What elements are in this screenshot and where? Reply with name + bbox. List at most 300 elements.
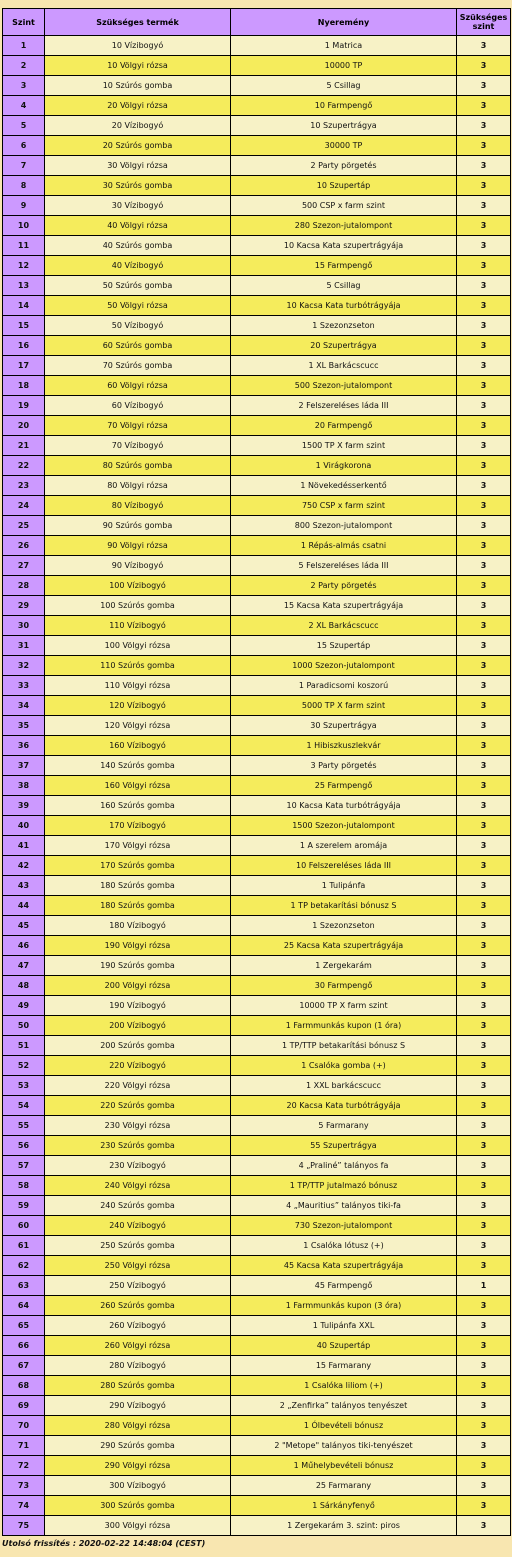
level-cell: 1 <box>3 36 45 56</box>
table-row <box>3 316 511 336</box>
level-cell: 51 <box>3 1036 45 1056</box>
level-cell: 49 <box>3 996 45 1016</box>
table-row <box>3 1416 511 1436</box>
level-cell: 25 <box>3 516 45 536</box>
required-level-cell: 3 <box>457 76 511 96</box>
table-row <box>3 1156 511 1176</box>
product-cell: 70 Völgyi rózsa <box>45 416 231 436</box>
level-cell: 55 <box>3 1116 45 1136</box>
level-cell: 72 <box>3 1456 45 1476</box>
required-level-cell: 3 <box>457 576 511 596</box>
level-cell: 17 <box>3 356 45 376</box>
reward-cell: 10 Kacsa Kata szupertrágyája <box>231 236 457 256</box>
reward-cell: 15 Kacsa Kata szupertrágyája <box>231 596 457 616</box>
table-row <box>3 1076 511 1096</box>
product-cell: 290 Völgyi rózsa <box>45 1456 231 1476</box>
required-level-cell: 3 <box>457 1056 511 1076</box>
product-cell: 90 Vízibogyó <box>45 556 231 576</box>
level-cell: 2 <box>3 56 45 76</box>
table-row <box>3 296 511 316</box>
table-row <box>3 256 511 276</box>
product-cell: 200 Vízibogyó <box>45 1016 231 1036</box>
level-cell: 12 <box>3 256 45 276</box>
level-cell: 75 <box>3 1516 45 1536</box>
product-cell: 30 Völgyi rózsa <box>45 156 231 176</box>
table-row <box>3 1376 511 1396</box>
reward-cell: 15 Farmpengő <box>231 256 457 276</box>
product-cell: 280 Szúrós gomba <box>45 1376 231 1396</box>
product-cell: 70 Szúrós gomba <box>45 356 231 376</box>
table-row <box>3 1296 511 1316</box>
reward-cell: 10000 TP <box>231 56 457 76</box>
required-level-cell: 3 <box>457 536 511 556</box>
reward-cell: 10 Kacsa Kata turbótrágyája <box>231 796 457 816</box>
reward-cell: 1 Csalóka liliom (+) <box>231 1376 457 1396</box>
table-row <box>3 556 511 576</box>
product-cell: 230 Völgyi rózsa <box>45 1116 231 1136</box>
product-cell: 300 Völgyi rózsa <box>45 1516 231 1536</box>
required-level-cell: 3 <box>457 96 511 116</box>
required-level-cell: 3 <box>457 896 511 916</box>
reward-cell: 2 Felszereléses láda III <box>231 396 457 416</box>
product-cell: 10 Völgyi rózsa <box>45 56 231 76</box>
level-cell: 43 <box>3 876 45 896</box>
level-cell: 10 <box>3 216 45 236</box>
table-row <box>3 1516 511 1536</box>
level-cell: 50 <box>3 1016 45 1036</box>
table-row <box>3 1356 511 1376</box>
table-row <box>3 216 511 236</box>
level-cell: 13 <box>3 276 45 296</box>
reward-cell: 1 Virágkorona <box>231 456 457 476</box>
required-level-cell: 3 <box>457 1196 511 1216</box>
product-cell: 100 Szúrós gomba <box>45 596 231 616</box>
table-row <box>3 1216 511 1236</box>
product-cell: 250 Völgyi rózsa <box>45 1256 231 1276</box>
product-cell: 60 Vízibogyó <box>45 396 231 416</box>
product-cell: 200 Szúrós gomba <box>45 1036 231 1056</box>
level-cell: 22 <box>3 456 45 476</box>
table-row <box>3 1116 511 1136</box>
table-row <box>3 836 511 856</box>
level-cell: 23 <box>3 476 45 496</box>
required-level-cell: 3 <box>457 1096 511 1116</box>
table-row <box>3 456 511 476</box>
required-level-cell: 3 <box>457 696 511 716</box>
product-cell: 80 Völgyi rózsa <box>45 476 231 496</box>
product-cell: 20 Vízibogyó <box>45 116 231 136</box>
level-cell: 31 <box>3 636 45 656</box>
reward-cell: 5 Felszereléses láda III <box>231 556 457 576</box>
product-cell: 50 Vízibogyó <box>45 316 231 336</box>
reward-cell: 10 Felszereléses láda III <box>231 856 457 876</box>
table-row <box>3 656 511 676</box>
header-level: Szint <box>3 9 45 36</box>
required-level-cell: 3 <box>457 256 511 276</box>
product-cell: 300 Szúrós gomba <box>45 1496 231 1516</box>
required-level-cell: 3 <box>457 1176 511 1196</box>
level-cell: 18 <box>3 376 45 396</box>
table-row <box>3 416 511 436</box>
reward-cell: 30 Farmpengő <box>231 976 457 996</box>
level-cell: 70 <box>3 1416 45 1436</box>
product-cell: 300 Vízibogyó <box>45 1476 231 1496</box>
level-cell: 47 <box>3 956 45 976</box>
required-level-cell: 3 <box>457 496 511 516</box>
reward-cell: 20 Farmpengő <box>231 416 457 436</box>
required-level-cell: 3 <box>457 176 511 196</box>
table-row <box>3 1456 511 1476</box>
reward-cell: 30 Szupertrágya <box>231 716 457 736</box>
reward-cell: 20 Kacsa Kata turbótrágyája <box>231 1096 457 1116</box>
product-cell: 50 Szúrós gomba <box>45 276 231 296</box>
header-product: Szükséges termék <box>45 9 231 36</box>
product-cell: 230 Szúrós gomba <box>45 1136 231 1156</box>
level-cell: 6 <box>3 136 45 156</box>
reward-cell: 2 Party pörgetés <box>231 156 457 176</box>
table-row <box>3 1236 511 1256</box>
reward-cell: 1 Csalóka lótusz (+) <box>231 1236 457 1256</box>
product-cell: 220 Vízibogyó <box>45 1056 231 1076</box>
reward-cell: 2 „Zenfirka” talányos tenyészet <box>231 1396 457 1416</box>
reward-cell: 800 Szezon-jutalompont <box>231 516 457 536</box>
product-cell: 260 Vízibogyó <box>45 1316 231 1336</box>
required-level-cell: 3 <box>457 1136 511 1156</box>
product-cell: 100 Vízibogyó <box>45 576 231 596</box>
reward-cell: 3 Party pörgetés <box>231 756 457 776</box>
required-level-cell: 3 <box>457 636 511 656</box>
reward-cell: 1 Zergekarám <box>231 956 457 976</box>
required-level-cell: 3 <box>457 976 511 996</box>
table-row <box>3 116 511 136</box>
reward-cell: 1 Paradicsomi koszorú <box>231 676 457 696</box>
required-level-cell: 3 <box>457 656 511 676</box>
required-level-cell: 3 <box>457 996 511 1016</box>
table-row <box>3 856 511 876</box>
required-level-cell: 3 <box>457 876 511 896</box>
reward-cell: 1 Csalóka gomba (+) <box>231 1056 457 1076</box>
required-level-cell: 3 <box>457 1436 511 1456</box>
reward-cell: 1 TP/TTP jutalmazó bónusz <box>231 1176 457 1196</box>
reward-cell: 4 „Mauritius” talányos tiki-fa <box>231 1196 457 1216</box>
required-level-cell: 3 <box>457 1476 511 1496</box>
reward-cell: 55 Szupertrágya <box>231 1136 457 1156</box>
level-cell: 64 <box>3 1296 45 1316</box>
product-cell: 90 Szúrós gomba <box>45 516 231 536</box>
level-cell: 57 <box>3 1156 45 1176</box>
level-cell: 7 <box>3 156 45 176</box>
table-row <box>3 956 511 976</box>
required-level-cell: 3 <box>457 336 511 356</box>
table-row <box>3 1496 511 1516</box>
required-level-cell: 3 <box>457 56 511 76</box>
product-cell: 40 Szúrós gomba <box>45 236 231 256</box>
required-level-cell: 3 <box>457 616 511 636</box>
reward-cell: 5 Csillag <box>231 76 457 96</box>
required-level-cell: 3 <box>457 356 511 376</box>
level-cell: 19 <box>3 396 45 416</box>
required-level-cell: 3 <box>457 676 511 696</box>
level-cell: 54 <box>3 1096 45 1116</box>
required-level-cell: 1 <box>457 1276 511 1296</box>
table-row <box>3 136 511 156</box>
level-cell: 8 <box>3 176 45 196</box>
reward-cell: 2 "Metope" talányos tiki-tenyészet <box>231 1436 457 1456</box>
table-row <box>3 536 511 556</box>
reward-cell: 1 XXL barkácscucc <box>231 1076 457 1096</box>
required-level-cell: 3 <box>457 116 511 136</box>
table-row <box>3 916 511 936</box>
table-row <box>3 156 511 176</box>
reward-cell: 1500 Szezon-jutalompont <box>231 816 457 836</box>
product-cell: 140 Szúrós gomba <box>45 756 231 776</box>
reward-cell: 730 Szezon-jutalompont <box>231 1216 457 1236</box>
level-cell: 28 <box>3 576 45 596</box>
product-cell: 290 Szúrós gomba <box>45 1436 231 1456</box>
required-level-cell: 3 <box>457 456 511 476</box>
reward-cell: 5 Csillag <box>231 276 457 296</box>
required-level-cell: 3 <box>457 596 511 616</box>
reward-cell: 1 Farmmunkás kupon (3 óra) <box>231 1296 457 1316</box>
required-level-cell: 3 <box>457 736 511 756</box>
product-cell: 20 Völgyi rózsa <box>45 96 231 116</box>
table-row <box>3 736 511 756</box>
table-row <box>3 1016 511 1036</box>
reward-cell: 25 Farmpengő <box>231 776 457 796</box>
required-level-cell: 3 <box>457 1236 511 1256</box>
level-cell: 46 <box>3 936 45 956</box>
product-cell: 80 Szúrós gomba <box>45 456 231 476</box>
product-cell: 20 Szúrós gomba <box>45 136 231 156</box>
table-row <box>3 1316 511 1336</box>
required-level-cell: 3 <box>457 956 511 976</box>
product-cell: 160 Völgyi rózsa <box>45 776 231 796</box>
table-body <box>3 36 511 1536</box>
table-row <box>3 496 511 516</box>
level-cell: 39 <box>3 796 45 816</box>
product-cell: 170 Szúrós gomba <box>45 856 231 876</box>
level-cell: 16 <box>3 336 45 356</box>
table-row <box>3 816 511 836</box>
level-cell: 29 <box>3 596 45 616</box>
product-cell: 30 Szúrós gomba <box>45 176 231 196</box>
table-row <box>3 796 511 816</box>
table-row <box>3 1276 511 1296</box>
table-row <box>3 236 511 256</box>
table-header-row <box>3 9 511 36</box>
product-cell: 110 Szúrós gomba <box>45 656 231 676</box>
table-row <box>3 776 511 796</box>
required-level-cell: 3 <box>457 1456 511 1476</box>
reward-cell: 10 Szupertrágya <box>231 116 457 136</box>
reward-cell: 45 Kacsa Kata szupertrágyája <box>231 1256 457 1276</box>
required-level-cell: 3 <box>457 516 511 536</box>
product-cell: 260 Völgyi rózsa <box>45 1336 231 1356</box>
required-level-cell: 3 <box>457 836 511 856</box>
table-row <box>3 356 511 376</box>
product-cell: 220 Szúrós gomba <box>45 1096 231 1116</box>
required-level-cell: 3 <box>457 216 511 236</box>
table-row <box>3 396 511 416</box>
level-cell: 36 <box>3 736 45 756</box>
required-level-cell: 3 <box>457 916 511 936</box>
required-level-cell: 3 <box>457 796 511 816</box>
product-cell: 170 Vízibogyó <box>45 816 231 836</box>
table-row <box>3 376 511 396</box>
product-cell: 10 Szúrós gomba <box>45 76 231 96</box>
table-row <box>3 1256 511 1276</box>
product-cell: 80 Vízibogyó <box>45 496 231 516</box>
product-cell: 190 Szúrós gomba <box>45 956 231 976</box>
required-level-cell: 3 <box>457 936 511 956</box>
table-row <box>3 596 511 616</box>
product-cell: 30 Vízibogyó <box>45 196 231 216</box>
level-cell: 58 <box>3 1176 45 1196</box>
level-cell: 9 <box>3 196 45 216</box>
level-cell: 42 <box>3 856 45 876</box>
level-cell: 61 <box>3 1236 45 1256</box>
reward-cell: 280 Szezon-jutalompont <box>231 216 457 236</box>
table-row <box>3 1056 511 1076</box>
level-cell: 52 <box>3 1056 45 1076</box>
required-level-cell: 3 <box>457 856 511 876</box>
required-level-cell: 3 <box>457 1416 511 1436</box>
level-cell: 24 <box>3 496 45 516</box>
required-level-cell: 3 <box>457 476 511 496</box>
reward-cell: 1 TP/TTP betakarítási bónusz S <box>231 1036 457 1056</box>
level-cell: 41 <box>3 836 45 856</box>
product-cell: 180 Szúrós gomba <box>45 876 231 896</box>
table-row <box>3 976 511 996</box>
level-cell: 35 <box>3 716 45 736</box>
reward-cell: 30000 TP <box>231 136 457 156</box>
reward-cell: 1 Növekedésserkentő <box>231 476 457 496</box>
reward-table-container <box>2 8 510 1548</box>
reward-cell: 10000 TP X farm szint <box>231 996 457 1016</box>
level-cell: 40 <box>3 816 45 836</box>
product-cell: 180 Szúrós gomba <box>45 896 231 916</box>
table-row <box>3 1136 511 1156</box>
reward-cell: 20 Szupertrágya <box>231 336 457 356</box>
level-cell: 27 <box>3 556 45 576</box>
reward-cell: 1 Répás-almás csatni <box>231 536 457 556</box>
required-level-cell: 3 <box>457 1376 511 1396</box>
table-row <box>3 696 511 716</box>
product-cell: 90 Völgyi rózsa <box>45 536 231 556</box>
reward-cell: 15 Szupertáp <box>231 636 457 656</box>
table-row <box>3 1436 511 1456</box>
table-row <box>3 516 511 536</box>
required-level-cell: 3 <box>457 1496 511 1516</box>
required-level-cell: 3 <box>457 1216 511 1236</box>
table-row <box>3 196 511 216</box>
reward-cell: 10 Szupertáp <box>231 176 457 196</box>
required-level-cell: 3 <box>457 1336 511 1356</box>
product-cell: 190 Völgyi rózsa <box>45 936 231 956</box>
level-cell: 67 <box>3 1356 45 1376</box>
table-row <box>3 336 511 356</box>
required-level-cell: 3 <box>457 1396 511 1416</box>
reward-cell: 45 Farmpengő <box>231 1276 457 1296</box>
required-level-cell: 3 <box>457 296 511 316</box>
level-cell: 73 <box>3 1476 45 1496</box>
level-cell: 33 <box>3 676 45 696</box>
product-cell: 180 Vízibogyó <box>45 916 231 936</box>
level-cell: 59 <box>3 1196 45 1216</box>
product-cell: 290 Vízibogyó <box>45 1396 231 1416</box>
level-cell: 62 <box>3 1256 45 1276</box>
table-row <box>3 276 511 296</box>
product-cell: 240 Völgyi rózsa <box>45 1176 231 1196</box>
reward-cell: 1 A szerelem aromája <box>231 836 457 856</box>
product-cell: 70 Vízibogyó <box>45 436 231 456</box>
reward-cell: 1 Hibiszkuszlekvár <box>231 736 457 756</box>
reward-cell: 500 Szezon-jutalompont <box>231 376 457 396</box>
reward-cell: 1000 Szezon-jutalompont <box>231 656 457 676</box>
required-level-cell: 3 <box>457 276 511 296</box>
reward-cell: 750 CSP x farm szint <box>231 496 457 516</box>
table-row <box>3 716 511 736</box>
last-update-text: Utolsó frissítés : 2020-02-22 14:48:04 (CEST) <box>2 1539 206 1548</box>
level-cell: 3 <box>3 76 45 96</box>
table-row <box>3 36 511 56</box>
table-row <box>3 56 511 76</box>
required-level-cell: 3 <box>457 376 511 396</box>
required-level-cell: 3 <box>457 1316 511 1336</box>
reward-cell: 1 Sárkányfenyő <box>231 1496 457 1516</box>
reward-cell: 10 Farmpengő <box>231 96 457 116</box>
table-row <box>3 1336 511 1356</box>
product-cell: 120 Vízibogyó <box>45 696 231 716</box>
table-row <box>3 576 511 596</box>
level-cell: 4 <box>3 96 45 116</box>
reward-cell: 4 „Praliné” talányos fa <box>231 1156 457 1176</box>
table-row <box>3 1396 511 1416</box>
level-cell: 30 <box>3 616 45 636</box>
table-row <box>3 876 511 896</box>
header-required-level: Szükséges szint <box>457 9 511 36</box>
table-row <box>3 1196 511 1216</box>
table-row <box>3 1176 511 1196</box>
reward-cell: 1 Zergekarám 3. szint: piros <box>231 1516 457 1536</box>
reward-cell: 2 Party pörgetés <box>231 576 457 596</box>
level-cell: 68 <box>3 1376 45 1396</box>
table-row <box>3 676 511 696</box>
required-level-cell: 3 <box>457 1116 511 1136</box>
level-cell: 60 <box>3 1216 45 1236</box>
product-cell: 240 Szúrós gomba <box>45 1196 231 1216</box>
product-cell: 200 Völgyi rózsa <box>45 976 231 996</box>
level-cell: 5 <box>3 116 45 136</box>
level-cell: 69 <box>3 1396 45 1416</box>
product-cell: 170 Völgyi rózsa <box>45 836 231 856</box>
reward-cell: 5000 TP X farm szint <box>231 696 457 716</box>
required-level-cell: 3 <box>457 1076 511 1096</box>
product-cell: 190 Vízibogyó <box>45 996 231 1016</box>
product-cell: 250 Szúrós gomba <box>45 1236 231 1256</box>
level-cell: 71 <box>3 1436 45 1456</box>
required-level-cell: 3 <box>457 236 511 256</box>
required-level-cell: 3 <box>457 1016 511 1036</box>
table-row <box>3 896 511 916</box>
reward-cell: 1 TP betakarítási bónusz S <box>231 896 457 916</box>
table-row <box>3 1476 511 1496</box>
level-cell: 37 <box>3 756 45 776</box>
product-cell: 280 Vízibogyó <box>45 1356 231 1376</box>
table-row <box>3 996 511 1016</box>
level-cell: 15 <box>3 316 45 336</box>
required-level-cell: 3 <box>457 716 511 736</box>
